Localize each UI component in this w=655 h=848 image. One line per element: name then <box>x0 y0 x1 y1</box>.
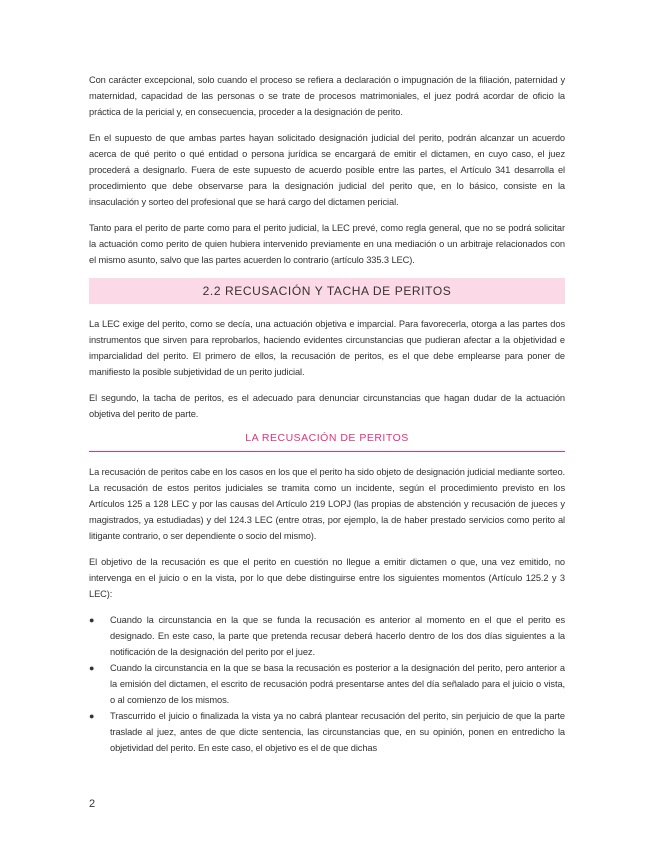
bullet-icon: ● <box>89 711 95 721</box>
bullet-icon: ● <box>89 615 95 625</box>
sub-paragraph-2: El objetivo de la recusación es que el perito en cuestión no llegue a emitir dictamen o que, una vez emitido, no intervenga en el juicio o en la vista, por lo que debe distinguirse entre los siguientes momentos (Artículo 125.2 y 3 LEC): <box>89 557 565 599</box>
document-page <box>89 72 565 756</box>
intro-paragraph-2: En el supuesto de que ambas partes hayan solicitado designación judicial del perito, podrán alcanzar un acuerdo acerca de qué perito o qué entidad o persona jurídica se encargará de emitir el dictamen, en cuyo caso, el juez procederá a designarlo. Fuera de este supuesto de acuerdo posible entre las partes, el Artículo 341 desarrolla el procedimiento que debe observarse para la designación judicial del perito que, en lo básico, consiste en la insaculación y sorteo del profesional que se hará cargo del dictamen pericial. <box>89 133 565 207</box>
section-paragraph-2: El segundo, la tacha de peritos, es el adecuado para denunciar circunstancias que hagan dudar de la actuación objetiva del perito de parte. <box>89 393 565 419</box>
list-item-text: Cuando la circunstancia en la que se funda la recusación es anterior al momento en el que el perito es designado. En este caso, la parte que pretenda recusar deberá hacerlo dentro de los dos días siguientes a la notificación de la designación del perito por el juez. <box>110 615 565 657</box>
bullet-icon: ● <box>89 663 95 673</box>
intro-paragraph-1: Con carácter excepcional, solo cuando el proceso se refiera a declaración o impugnación de la filiación, paternidad y maternidad, capacidad de las personas o se trate de procesos matrimoniales, el juez podrá acordar de oficio la práctica de la pericial y, en consecuencia, proceder a la designación de perito. <box>89 75 565 117</box>
sub-paragraph-1: La recusación de peritos cabe en los casos en los que el perito ha sido objeto de designación judicial mediante sorteo. La recusación de estos peritos judiciales se tramita como un incidente, según el procedimiento previsto en los Artículos 125 a 128 LEC y por las causas del Artículo 219 LOPJ (las propias de abstención y recusación de jueces y magistrados, ya estudiadas) y del 124.3 LEC (entre otras, por ejemplo, la de haber prestado servicios como perito al litigante contrario, o ser dependiente o socio del mismo). <box>89 467 565 541</box>
bullet-list <box>89 612 565 756</box>
page-number: 2 <box>89 798 96 810</box>
section-heading: 2.2 RECUSACIÓN Y TACHA DE PERITOS <box>89 278 565 304</box>
list-item <box>89 660 565 708</box>
sub-heading: LA RECUSACIÓN DE PERITOS <box>89 432 565 452</box>
list-item-text: Trascurrido el juicio o finalizada la vista ya no cabrá plantear recusación del perito, sin perjuicio de que la parte traslade al juez, antes de que dicte sentencia, las circunstancias que, en su opinión, ponen en entredicho la objetividad del perito. En este caso, el objetivo es el de que dichas <box>110 711 565 753</box>
list-item <box>89 612 565 660</box>
list-item-text: Cuando la circunstancia en la que se basa la recusación es posterior a la designación del perito, pero anterior a la emisión del dictamen, el escrito de recusación podrá presentarse antes del día señalado para el juicio o vista, o al comienzo de los mismos. <box>110 663 565 705</box>
section-paragraph-1: La LEC exige del perito, como se decía, una actuación objetiva e imparcial. Para favorecerla, otorga a las partes dos instrumentos que sirven para reprobarlos, haciendo evidentes circunstancias que pudieran afectar a la objetividad e imparcialidad del perito. El primero de ellos, la recusación de peritos, es el que debe emplearse para poner de manifiesto la posible subjetividad de un perito judicial. <box>89 319 565 377</box>
intro-paragraph-3: Tanto para el perito de parte como para el perito judicial, la LEC prevé, como regla general, que no se podrá solicitar la actuación como perito de quien hubiera intervenido previamente en una mediación o un arbitraje relacionados con el mismo asunto, salvo que las partes acuerden lo contrario (artículo 335.3 LEC). <box>89 223 565 265</box>
list-item <box>89 708 565 756</box>
